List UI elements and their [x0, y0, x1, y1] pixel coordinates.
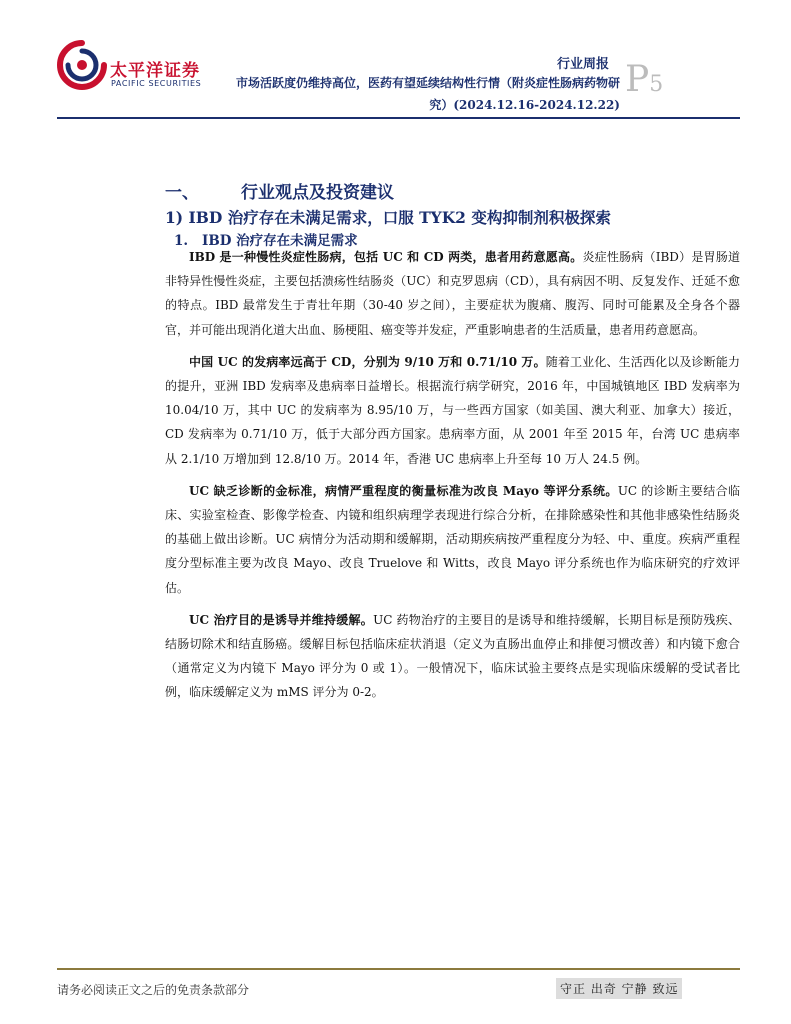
paragraph	[165, 350, 740, 471]
paragraph	[165, 608, 740, 705]
footer-divider	[57, 968, 740, 970]
page-number-letter: P	[625, 59, 650, 100]
paragraph-text: 随着工业化、生活西化以及诊断能力的提升，亚洲 IBD 发病率及患病率日益增长。根据流行病学研究，2016 年，中国城镇地区 IBD 发病率为 10.04/10 万，其中 UC 的发病率为 8.95/10 万，与一些西方国家（如美国、澳大利亚、加拿大）接近，CD 发病率为 0.71/10 万，低于大部分西方国家。患病率方面，从 2001 年至 2015 年，台湾 UC 患病率从 2.1/10 万增加到 12.8/10 万。2014 年，香港 UC 患病率上升至每 10 万人 24.5 例。	[165, 354, 740, 466]
page-number-digit: 5	[649, 72, 664, 97]
section-heading-3-title: IBD 治疗存在未满足需求	[202, 233, 358, 249]
paragraph-lead: 中国 UC 的发病率远高于 CD，分别为 9/10 万和 0.71/10 万。	[189, 354, 546, 369]
paragraph-text: UC 药物治疗的主要目的是诱导和维持缓解，长期目标是预防残疾、结肠切除术和结直肠癌。缓解目标包括临床症状消退（定义为直肠出血停止和排便习惯改善）和内镜下愈合（通常定义为内镜下 Mayo 评分为 0 或 1）。一般情况下，临床试验主要终点是实现临床缓解的受试者比例，临床缓解定义为 mMS 评分为 0-2。	[165, 612, 740, 700]
paragraph	[165, 479, 740, 600]
pacific-securities-logo-icon	[57, 40, 107, 90]
paragraph-lead: UC 治疗目的是诱导并维持缓解。	[189, 612, 374, 627]
body-text	[165, 245, 740, 713]
footer-motto: 守正 出奇 宁静 致远	[556, 978, 682, 999]
paragraph	[165, 245, 740, 342]
report-type-label: 行业周报	[557, 57, 610, 72]
header-divider	[57, 117, 740, 119]
page-number	[625, 59, 664, 100]
section-heading-3-number: 1.	[174, 233, 189, 249]
brand-name-cn: 太平洋证券	[110, 61, 200, 81]
paragraph-lead: IBD 是一种慢性炎症性肠病，包括 UC 和 CD 两类，患者用药意愿高。	[189, 250, 583, 264]
section-heading-2: 1) IBD 治疗存在未满足需求，口服 TYK2 变构抑制剂积极探索	[165, 208, 611, 227]
brand-name-en: PACIFIC SECURITIES	[111, 79, 202, 88]
paragraph-text: UC 的诊断主要结合临床、实验室检查、影像学检查、内镜和组织病理学表现进行综合分析，在排除感染性和其他非感染性结肠炎的基础上做出诊断。UC 病情分为活动期和缓解期，活动期疾病按严重程度分为轻、中、重度。疾病严重程度分型标准主要为改良 Mayo、改良 Truelove 和 Witts，改良 Mayo 评分系统也作为临床研究的疗效评估。	[165, 483, 740, 595]
report-title: 市场活跃度仍维持高位，医药有望延续结构性行情（附炎症性肠病药物研究）(2024.12.16-2024.12.22)	[235, 76, 620, 112]
paragraph-text: 炎症性肠病（IBD）是胃肠道非特异性慢性炎症，主要包括溃疡性结肠炎（UC）和克罗恩病（CD），具有病因不明、反复发作、迁延不愈的特点。IBD 最常发生于青壮年期（30-40 岁之间），主要症状为腹痛、腹泻、同时可能累及全身各个器官，并可能出现消化道大出血、肠梗阻、癌变等并发症，严重影响患者的生活质量，患者用药意愿高。	[165, 250, 740, 337]
footer-disclaimer: 请务必阅读正文之后的免责条款部分	[57, 983, 250, 997]
section-heading-1	[165, 178, 394, 203]
section-heading-1-number: 一、	[165, 183, 199, 203]
section-heading-1-title: 行业观点及投资建议	[241, 183, 394, 203]
paragraph-lead: UC 缺乏诊断的金标准，病情严重程度的衡量标准为改良 Mayo 等评分系统。	[189, 483, 618, 498]
